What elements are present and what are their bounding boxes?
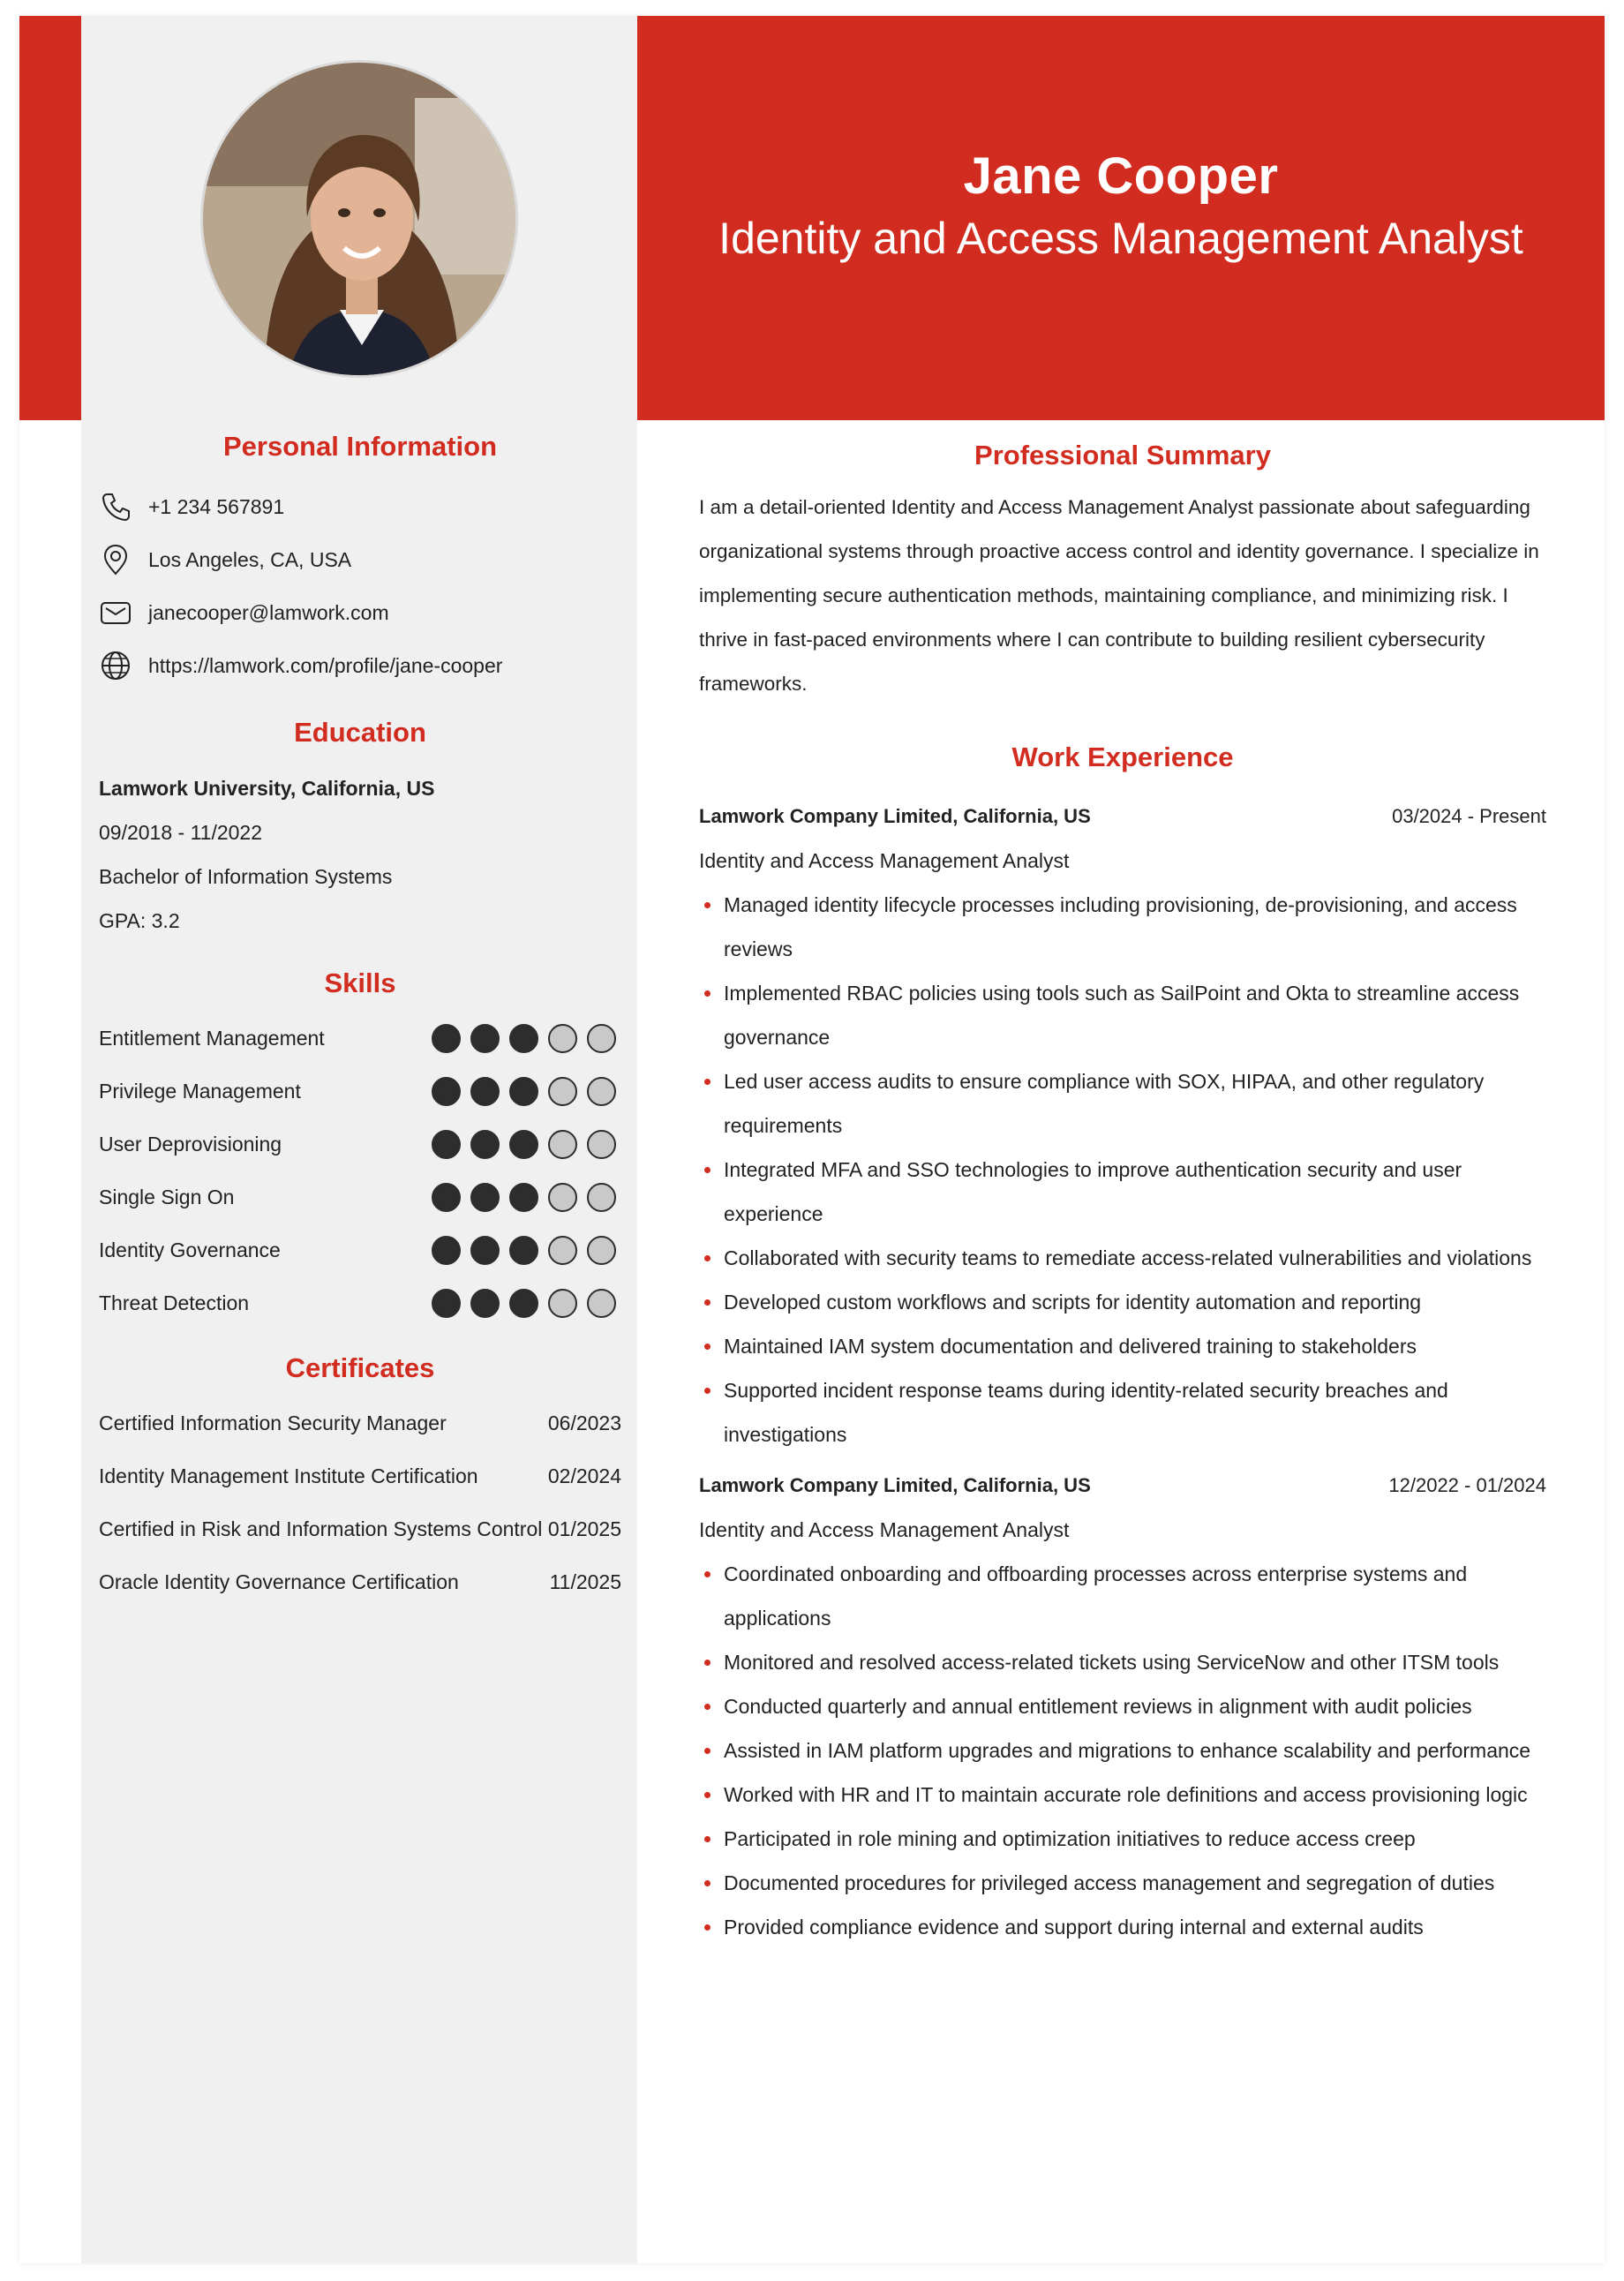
job-dates: 12/2022 - 01/2024 (1388, 1474, 1546, 1496)
certificate-row (99, 1449, 621, 1502)
education-block (99, 766, 621, 943)
certificate-date: 06/2023 (547, 1411, 621, 1434)
skill-rating (432, 1130, 621, 1159)
bullet-item: Collaborated with security teams to remediate access-related vulnerabilities and violations (699, 1236, 1546, 1280)
rating-dot-filled (432, 1183, 461, 1212)
certificate-name: Certified Information Security Manager (99, 1411, 447, 1434)
job-header (699, 794, 1546, 839)
rating-dot-filled (432, 1130, 461, 1159)
rating-dot-filled (509, 1024, 538, 1053)
skill-row (99, 1118, 621, 1171)
rating-dot-filled (509, 1130, 538, 1159)
rating-dot-filled (509, 1077, 538, 1106)
bullet-item: Participated in role mining and optimization initiatives to reduce access creep (699, 1817, 1546, 1861)
education-heading: Education (294, 717, 426, 748)
skill-name: User Deprovisioning (99, 1132, 282, 1156)
skill-name: Identity Governance (99, 1238, 281, 1261)
certificate-row (99, 1502, 621, 1555)
bullet-item: Documented procedures for privileged access management and segregation of duties (699, 1861, 1546, 1905)
skills-list (99, 1012, 621, 1329)
experience-list (699, 794, 1546, 1949)
skill-row (99, 1012, 621, 1065)
rating-dot-filled (509, 1236, 538, 1265)
skill-name: Threat Detection (99, 1291, 250, 1314)
skill-rating (432, 1183, 621, 1212)
summary-heading: Professional Summary (974, 440, 1271, 471)
skill-row (99, 1065, 621, 1118)
location-text: Los Angeles, CA, USA (148, 547, 352, 571)
rating-dot-filled (509, 1289, 538, 1318)
globe-icon (99, 649, 132, 682)
rating-dot-filled (432, 1077, 461, 1106)
personal-info-heading: Personal Information (222, 431, 498, 462)
bullet-item: Supported incident response teams during identity-related security breaches and investigations (699, 1368, 1546, 1457)
certificate-date: 11/2025 (549, 1570, 621, 1593)
education-degree: Bachelor of Information Systems (99, 865, 393, 888)
phone-text: +1 234 567891 (148, 494, 285, 518)
rating-dot-empty (548, 1024, 577, 1053)
job-entry (699, 794, 1546, 1457)
rating-dot-empty (548, 1130, 577, 1159)
job-bullets (699, 883, 1546, 1457)
bullet-item: Developed custom workflows and scripts for identity automation and reporting (699, 1280, 1546, 1324)
job-role: Identity and Access Management Analyst (699, 849, 1070, 872)
skill-row (99, 1276, 621, 1329)
rating-dot-empty (587, 1130, 616, 1159)
skill-name: Privilege Management (99, 1079, 301, 1103)
certificate-name: Oracle Identity Governance Certification (99, 1570, 459, 1593)
skill-row (99, 1223, 621, 1276)
rating-dot-filled (470, 1024, 500, 1053)
rating-dot-filled (432, 1024, 461, 1053)
skill-name: Single Sign On (99, 1185, 235, 1208)
skill-rating (432, 1024, 621, 1053)
website-text[interactable]: https://lamwork.com/profile/jane-cooper (148, 653, 503, 677)
rating-dot-filled (470, 1130, 500, 1159)
rating-dot-empty (548, 1183, 577, 1212)
bullet-item: Provided compliance evidence and support during internal and external audits (699, 1905, 1546, 1949)
education-school: Lamwork University, California, US (99, 777, 435, 800)
job-title: Identity and Access Management Analyst (718, 213, 1523, 263)
rating-dot-filled (470, 1183, 500, 1212)
skill-name: Entitlement Management (99, 1026, 325, 1050)
email-text[interactable]: janecooper@lamwork.com (148, 600, 389, 624)
bullet-item: Worked with HR and IT to maintain accurate role definitions and access provisioning logic (699, 1773, 1546, 1817)
resume-page (19, 16, 1605, 2263)
contact-website (99, 639, 621, 692)
certificate-date: 02/2024 (547, 1464, 621, 1487)
bullet-item: Maintained IAM system documentation and delivered training to stakeholders (699, 1324, 1546, 1368)
certificate-name: Certified in Risk and Information Systems Control (99, 1517, 543, 1540)
education-dates: 09/2018 - 11/2022 (99, 821, 263, 844)
certificate-date: 01/2025 (547, 1517, 621, 1540)
job-company: Lamwork Company Limited, California, US (699, 1474, 1091, 1496)
header-banner (637, 16, 1605, 420)
certificate-row (99, 1396, 621, 1449)
bullet-item: Coordinated onboarding and offboarding processes across enterprise systems and applications (699, 1552, 1546, 1640)
job-header (699, 1464, 1546, 1508)
skill-rating (432, 1077, 621, 1106)
bullet-item: Conducted quarterly and annual entitlement reviews in alignment with audit policies (699, 1684, 1546, 1728)
bullet-item: Integrated MFA and SSO technologies to improve authentication security and user experience (699, 1148, 1546, 1236)
rating-dot-filled (432, 1236, 461, 1265)
rating-dot-empty (587, 1077, 616, 1106)
summary-text: I am a detail-oriented Identity and Access Management Analyst passionate about safeguarding organizational systems through proactive access control and identity governance. I specialize in implementing secure authentication methods, maintaining compliance, and minimizing risk. I thrive in fast-paced environments where I can contribute to building resilient cybersecurity frameworks. (699, 496, 1539, 695)
sidebar-content (99, 431, 621, 1608)
rating-dot-empty (548, 1289, 577, 1318)
rating-dot-empty (548, 1236, 577, 1265)
portrait-image (203, 63, 518, 378)
contact-location (99, 533, 621, 586)
bullet-item: Assisted in IAM platform upgrades and migrations to enhance scalability and performance (699, 1728, 1546, 1773)
rating-dot-filled (432, 1289, 461, 1318)
rating-dot-empty (548, 1077, 577, 1106)
phone-icon (99, 490, 132, 523)
rating-dot-filled (470, 1077, 500, 1106)
candidate-name: Jane Cooper (963, 147, 1279, 205)
contact-email (99, 586, 621, 639)
job-dates: 03/2024 - Present (1392, 805, 1546, 827)
main-content (699, 440, 1546, 1949)
certificates-heading: Certificates (285, 1352, 435, 1383)
rating-dot-filled (470, 1289, 500, 1318)
education-gpa: GPA: 3.2 (99, 909, 180, 932)
rating-dot-empty (587, 1289, 616, 1318)
bullet-item: Implemented RBAC policies using tools such as SailPoint and Okta to streamline access governance (699, 971, 1546, 1059)
job-entry (699, 1464, 1546, 1949)
contact-phone (99, 480, 621, 533)
job-bullets (699, 1552, 1546, 1949)
skill-rating (432, 1289, 621, 1318)
avatar (200, 60, 518, 378)
skill-rating (432, 1236, 621, 1265)
job-role: Identity and Access Management Analyst (699, 1518, 1070, 1541)
rating-dot-empty (587, 1024, 616, 1053)
certificate-row (99, 1555, 621, 1608)
bullet-item: Managed identity lifecycle processes including provisioning, de-provisioning, and access reviews (699, 883, 1546, 971)
rating-dot-filled (509, 1183, 538, 1212)
rating-dot-filled (470, 1236, 500, 1265)
bullet-item: Monitored and resolved access-related tickets using ServiceNow and other ITSM tools (699, 1640, 1546, 1684)
certificates-list (99, 1396, 621, 1608)
certificate-name: Identity Management Institute Certification (99, 1464, 478, 1487)
skill-row (99, 1171, 621, 1223)
skills-heading: Skills (324, 967, 396, 998)
bullet-item: Led user access audits to ensure compliance with SOX, HIPAA, and other regulatory requirements (699, 1059, 1546, 1148)
rating-dot-empty (587, 1236, 616, 1265)
job-company: Lamwork Company Limited, California, US (699, 805, 1091, 827)
accent-strip (19, 16, 81, 420)
rating-dot-empty (587, 1183, 616, 1212)
location-icon (99, 543, 132, 576)
mail-icon (99, 596, 132, 629)
experience-heading: Work Experience (1011, 742, 1234, 772)
